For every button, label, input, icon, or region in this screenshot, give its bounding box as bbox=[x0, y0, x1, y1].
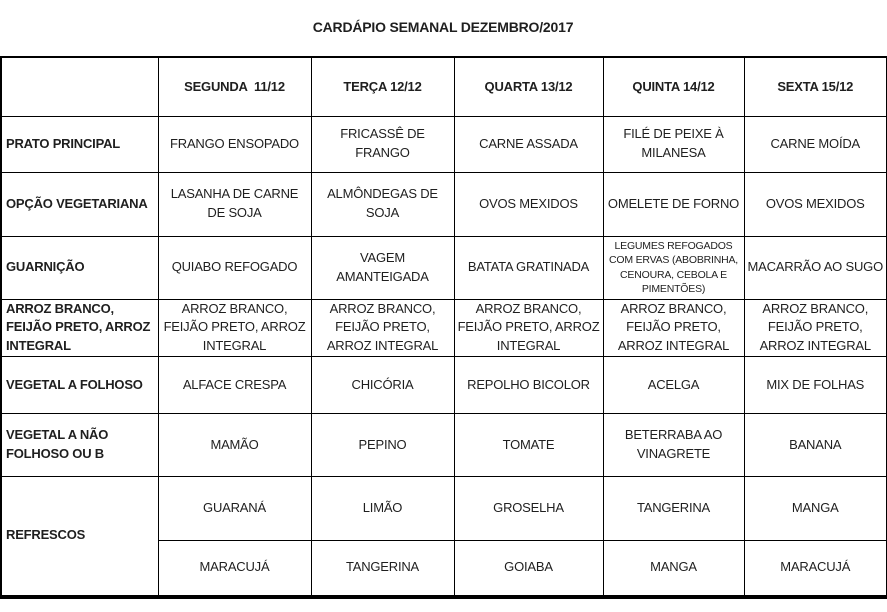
menu-cell: OVOS MEXIDOS bbox=[744, 172, 887, 236]
menu-cell: MAMÃO bbox=[158, 414, 311, 477]
menu-cell: OMELETE DE FORNO bbox=[603, 172, 744, 236]
menu-cell: OVOS MEXIDOS bbox=[454, 172, 603, 236]
menu-cell: CHICÓRIA bbox=[311, 357, 454, 414]
menu-cell: ARROZ BRANCO, FEIJÃO PRETO, ARROZ INTEGRAL bbox=[311, 299, 454, 357]
day-header-sexta: SEXTA 15/12 bbox=[744, 57, 887, 116]
menu-cell: TANGERINA bbox=[603, 477, 744, 541]
menu-cell: ALFACE CRESPA bbox=[158, 357, 311, 414]
menu-cell: TANGERINA bbox=[311, 541, 454, 597]
menu-cell: MARACUJÁ bbox=[158, 541, 311, 597]
menu-cell: MIX DE FOLHAS bbox=[744, 357, 887, 414]
menu-cell: GROSELHA bbox=[454, 477, 603, 541]
menu-cell: GUARANÁ bbox=[158, 477, 311, 541]
menu-cell: MACARRÃO AO SUGO bbox=[744, 236, 887, 299]
table-row-prato-principal bbox=[1, 116, 887, 172]
menu-cell: LIMÃO bbox=[311, 477, 454, 541]
table-row-opcao-vegetariana bbox=[1, 172, 887, 236]
menu-cell: FILÉ DE PEIXE À MILANESA bbox=[603, 116, 744, 172]
menu-cell: FRICASSÊ DE FRANGO bbox=[311, 116, 454, 172]
row-label-refrescos: REFRESCOS bbox=[1, 477, 158, 597]
table-row-refrescos-1 bbox=[1, 477, 887, 541]
menu-cell: BATATA GRATINADA bbox=[454, 236, 603, 299]
menu-cell: ARROZ BRANCO, FEIJÃO PRETO, ARROZ INTEGRAL bbox=[744, 299, 887, 357]
page-title: CARDÁPIO SEMANAL DEZEMBRO/2017 bbox=[312, 19, 574, 35]
menu-cell: VAGEM AMANTEIGADA bbox=[311, 236, 454, 299]
day-header-quarta: QUARTA 13/12 bbox=[454, 57, 603, 116]
corner-cell bbox=[1, 57, 158, 116]
menu-cell: BANANA bbox=[744, 414, 887, 477]
day-header-terca: TERÇA 12/12 bbox=[311, 57, 454, 116]
menu-cell: MARACUJÁ bbox=[744, 541, 887, 597]
menu-cell: REPOLHO BICOLOR bbox=[454, 357, 603, 414]
menu-cell: QUIABO REFOGADO bbox=[158, 236, 311, 299]
table-header-row bbox=[1, 57, 887, 116]
menu-cell: GOIABA bbox=[454, 541, 603, 597]
menu-cell: CARNE ASSADA bbox=[454, 116, 603, 172]
day-header-quinta: QUINTA 14/12 bbox=[603, 57, 744, 116]
menu-cell: TOMATE bbox=[454, 414, 603, 477]
menu-cell: ARROZ BRANCO, FEIJÃO PRETO, ARROZ INTEGRAL bbox=[454, 299, 603, 357]
menu-cell: ALMÔNDEGAS DE SOJA bbox=[311, 172, 454, 236]
menu-cell: ARROZ BRANCO, FEIJÃO PRETO, ARROZ INTEGRAL bbox=[603, 299, 744, 357]
table-row-vegetal-folhoso bbox=[1, 357, 887, 414]
row-label-vegetal-folhoso: VEGETAL A FOLHOSO bbox=[1, 357, 158, 414]
menu-cell: PEPINO bbox=[311, 414, 454, 477]
menu-cell: ACELGA bbox=[603, 357, 744, 414]
table-row-vegetal-nao-folhoso bbox=[1, 414, 887, 477]
row-label-guarnicao: GUARNIÇÃO bbox=[1, 236, 158, 299]
row-label-prato-principal: PRATO PRINCIPAL bbox=[1, 116, 158, 172]
table-row-guarnicao bbox=[1, 236, 887, 299]
table-row-arroz-feijao bbox=[1, 299, 887, 357]
menu-cell: MANGA bbox=[744, 477, 887, 541]
weekly-menu-table bbox=[0, 56, 887, 599]
menu-cell: CARNE MOÍDA bbox=[744, 116, 887, 172]
menu-cell: BETERRABA AO VINAGRETE bbox=[603, 414, 744, 477]
day-header-segunda: SEGUNDA 11/12 bbox=[158, 57, 311, 116]
menu-cell: MANGA bbox=[603, 541, 744, 597]
menu-cell: LASANHA DE CARNE DE SOJA bbox=[158, 172, 311, 236]
menu-cell: ARROZ BRANCO, FEIJÃO PRETO, ARROZ INTEGRAL bbox=[158, 299, 311, 357]
row-label-opcao-vegetariana: OPÇÃO VEGETARIANA bbox=[1, 172, 158, 236]
menu-cell: FRANGO ENSOPADO bbox=[158, 116, 311, 172]
menu-cell: LEGUMES REFOGADOS COM ERVAS (ABOBRINHA, CENOURA, CEBOLA E PIMENTÕES) bbox=[603, 236, 744, 299]
row-label-arroz-feijao: ARROZ BRANCO, FEIJÃO PRETO, ARROZ INTEGRAL bbox=[1, 299, 158, 357]
row-label-vegetal-nao-folhoso: VEGETAL A NÃO FOLHOSO OU B bbox=[1, 414, 158, 477]
